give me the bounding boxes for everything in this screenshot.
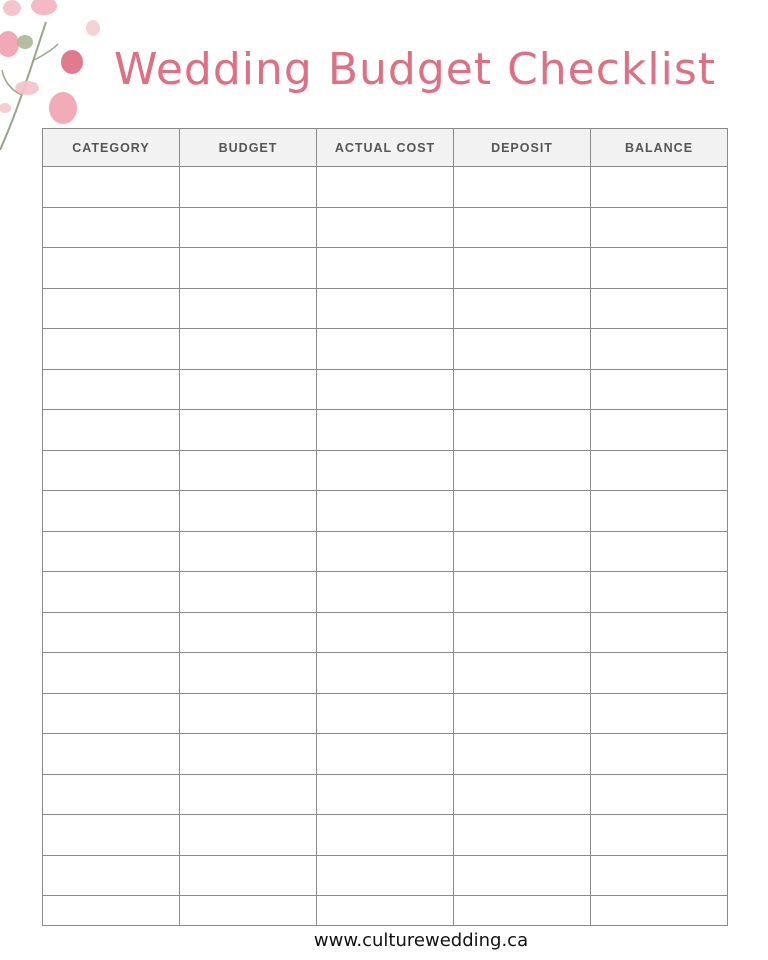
table-cell-deposit[interactable] [454, 369, 591, 410]
table-row [43, 774, 728, 815]
table-cell-actual-cost[interactable] [317, 167, 454, 208]
table-cell-budget[interactable] [180, 855, 317, 896]
table-cell-deposit[interactable] [454, 774, 591, 815]
table-row [43, 612, 728, 653]
column-header-balance: BALANCE [591, 129, 728, 167]
table-cell-actual-cost[interactable] [317, 653, 454, 694]
table-cell-balance[interactable] [591, 653, 728, 694]
table-cell-category[interactable] [43, 734, 180, 775]
table-row [43, 450, 728, 491]
column-header-budget: BUDGET [180, 129, 317, 167]
table-cell-deposit[interactable] [454, 410, 591, 451]
table-cell-balance[interactable] [591, 450, 728, 491]
column-header-deposit: DEPOSIT [454, 129, 591, 167]
table-cell-balance[interactable] [591, 369, 728, 410]
table-cell-actual-cost[interactable] [317, 288, 454, 329]
table-cell-budget[interactable] [180, 896, 317, 926]
table-cell-budget[interactable] [180, 167, 317, 208]
table-row [43, 734, 728, 775]
table-cell-deposit[interactable] [454, 329, 591, 370]
table-row [43, 653, 728, 694]
table-cell-category[interactable] [43, 572, 180, 613]
table-cell-actual-cost[interactable] [317, 815, 454, 856]
table-row [43, 207, 728, 248]
table-cell-deposit[interactable] [454, 896, 591, 926]
table-cell-category[interactable] [43, 896, 180, 926]
table-cell-category[interactable] [43, 612, 180, 653]
table-cell-budget[interactable] [180, 572, 317, 613]
table-cell-budget[interactable] [180, 653, 317, 694]
table-cell-actual-cost[interactable] [317, 207, 454, 248]
table-cell-deposit[interactable] [454, 450, 591, 491]
table-cell-balance[interactable] [591, 207, 728, 248]
table-cell-actual-cost[interactable] [317, 855, 454, 896]
table-cell-actual-cost[interactable] [317, 572, 454, 613]
table-cell-category[interactable] [43, 207, 180, 248]
table-cell-category[interactable] [43, 248, 180, 289]
table-cell-actual-cost[interactable] [317, 329, 454, 370]
table-cell-balance[interactable] [591, 531, 728, 572]
table-cell-actual-cost[interactable] [317, 693, 454, 734]
table-cell-deposit[interactable] [454, 248, 591, 289]
table-cell-actual-cost[interactable] [317, 450, 454, 491]
table-row [43, 491, 728, 532]
table-row [43, 410, 728, 451]
table-cell-deposit[interactable] [454, 815, 591, 856]
table-cell-category[interactable] [43, 410, 180, 451]
table-cell-balance[interactable] [591, 329, 728, 370]
table-cell-actual-cost[interactable] [317, 248, 454, 289]
table-cell-category[interactable] [43, 815, 180, 856]
table-cell-deposit[interactable] [454, 491, 591, 532]
table-cell-balance[interactable] [591, 410, 728, 451]
table-cell-deposit[interactable] [454, 693, 591, 734]
table-cell-deposit[interactable] [454, 855, 591, 896]
table-cell-category[interactable] [43, 774, 180, 815]
table-cell-actual-cost[interactable] [317, 410, 454, 451]
table-cell-budget[interactable] [180, 531, 317, 572]
table-cell-category[interactable] [43, 450, 180, 491]
table-cell-category[interactable] [43, 167, 180, 208]
table-cell-category[interactable] [43, 653, 180, 694]
table-cell-actual-cost[interactable] [317, 612, 454, 653]
table-cell-actual-cost[interactable] [317, 896, 454, 926]
table-row [43, 531, 728, 572]
table-row [43, 369, 728, 410]
table-cell-actual-cost[interactable] [317, 774, 454, 815]
table-row [43, 815, 728, 856]
table-cell-budget[interactable] [180, 734, 317, 775]
table-cell-deposit[interactable] [454, 531, 591, 572]
table-cell-category[interactable] [43, 288, 180, 329]
table-cell-deposit[interactable] [454, 207, 591, 248]
table-cell-actual-cost[interactable] [317, 491, 454, 532]
table-cell-category[interactable] [43, 531, 180, 572]
budget-table [42, 128, 728, 926]
table-cell-balance[interactable] [591, 855, 728, 896]
table-cell-category[interactable] [43, 693, 180, 734]
table-cell-balance[interactable] [591, 815, 728, 856]
table-cell-balance[interactable] [591, 734, 728, 775]
table-cell-budget[interactable] [180, 207, 317, 248]
table-cell-budget[interactable] [180, 815, 317, 856]
column-header-actual-cost: ACTUAL COST [317, 129, 454, 167]
table-cell-balance[interactable] [591, 693, 728, 734]
table-row [43, 572, 728, 613]
table-cell-category[interactable] [43, 855, 180, 896]
table-cell-balance[interactable] [591, 491, 728, 532]
table-cell-budget[interactable] [180, 612, 317, 653]
table-cell-deposit[interactable] [454, 288, 591, 329]
table-cell-budget[interactable] [180, 248, 317, 289]
table-cell-budget[interactable] [180, 774, 317, 815]
table-cell-budget[interactable] [180, 410, 317, 451]
table-cell-budget[interactable] [180, 693, 317, 734]
table-row [43, 896, 728, 926]
table-row [43, 167, 728, 208]
table-cell-balance[interactable] [591, 248, 728, 289]
table-cell-category[interactable] [43, 491, 180, 532]
table-cell-budget[interactable] [180, 369, 317, 410]
table-cell-balance[interactable] [591, 572, 728, 613]
table-cell-actual-cost[interactable] [317, 531, 454, 572]
table-cell-budget[interactable] [180, 491, 317, 532]
table-row [43, 248, 728, 289]
table-cell-budget[interactable] [180, 450, 317, 491]
table-cell-budget[interactable] [180, 329, 317, 370]
footer-url: www.culturewedding.ca [313, 930, 529, 951]
table-row [43, 855, 728, 896]
table-row [43, 693, 728, 734]
table-cell-balance[interactable] [591, 167, 728, 208]
table-body [43, 167, 728, 926]
table-cell-balance[interactable] [591, 896, 728, 926]
table-row [43, 288, 728, 329]
table-cell-actual-cost[interactable] [317, 369, 454, 410]
table-cell-deposit[interactable] [454, 572, 591, 613]
table-cell-budget[interactable] [180, 288, 317, 329]
page-title: Wedding Budget Checklist [113, 44, 717, 95]
table-cell-actual-cost[interactable] [317, 734, 454, 775]
table-cell-deposit[interactable] [454, 167, 591, 208]
table-cell-deposit[interactable] [454, 653, 591, 694]
table-cell-balance[interactable] [591, 612, 728, 653]
table-cell-balance[interactable] [591, 288, 728, 329]
table-row [43, 329, 728, 370]
table-cell-deposit[interactable] [454, 612, 591, 653]
table-cell-category[interactable] [43, 329, 180, 370]
table-header-row [43, 129, 728, 167]
table-cell-deposit[interactable] [454, 734, 591, 775]
column-header-category: CATEGORY [43, 129, 180, 167]
table-cell-balance[interactable] [591, 774, 728, 815]
table-cell-category[interactable] [43, 369, 180, 410]
